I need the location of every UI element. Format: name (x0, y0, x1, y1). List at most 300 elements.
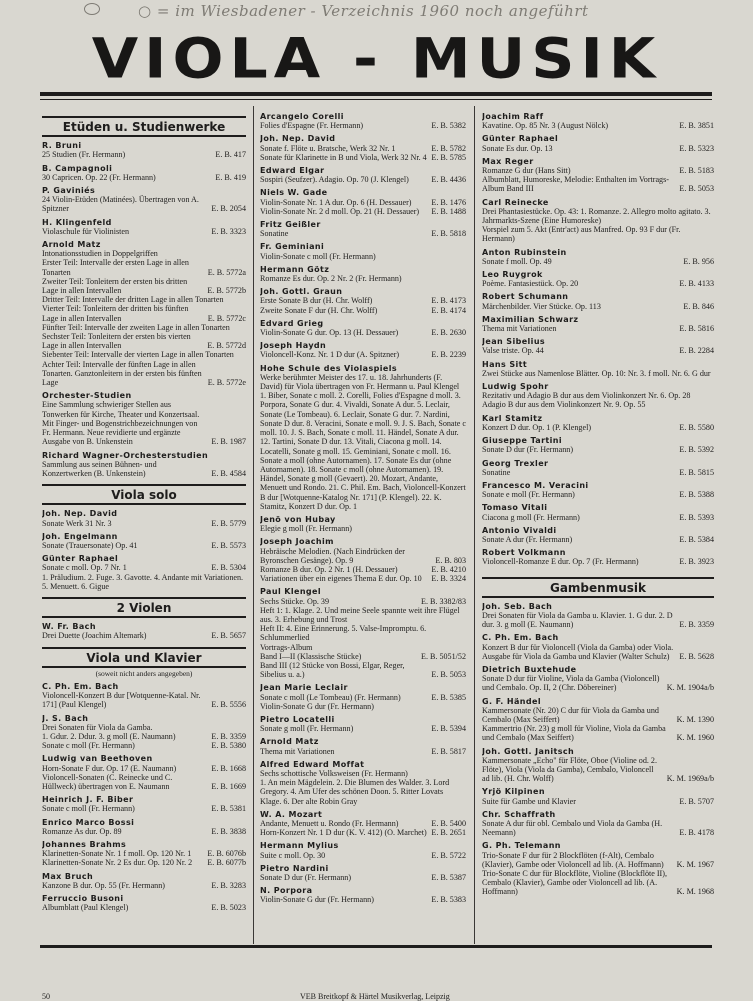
catalog-number: E. B. 5816 (679, 324, 714, 334)
composer-name: Ludwig Spohr (482, 382, 549, 392)
composer-name: Edward Elgar (260, 166, 325, 176)
catalog-number: E. B. 803 (435, 555, 466, 565)
work-title: Andante, Menuett u. Rondo (Fr. Hermann) (260, 819, 399, 829)
catalog-entry (42, 903, 246, 912)
work-title: Romanze B dur. Op. 2 Nr. 1 (H. Dessauer) (260, 564, 398, 574)
catalog-entry (42, 332, 246, 350)
work-title: Sonatine (482, 467, 511, 477)
catalog-number: E. B. 956 (683, 256, 714, 266)
catalog-entry (260, 391, 466, 511)
catalog-entry (482, 400, 714, 409)
work-title: Poème. Fantasiestück. Op. 20 (482, 279, 579, 289)
page-number: 50 (42, 992, 50, 1001)
work-title: Kammersonate (Nr. 20) C dur für Viola da Gamba und Cembalo (Max Seiffert) (482, 705, 659, 724)
catalog-entry (260, 198, 466, 207)
work-title: Sonate c moll (Fr. Hermann) (42, 804, 135, 814)
catalog-number: E. B. 4178 (679, 828, 714, 838)
catalog-number: E. B. 846 (683, 301, 714, 311)
catalog-entry (482, 121, 714, 130)
composer-name: B. Campagnoli (42, 163, 113, 173)
catalog-entry (42, 249, 246, 258)
catalog-number: E. B. 5772a (207, 267, 246, 277)
title-rule-thick (40, 92, 712, 96)
catalog-entry (42, 804, 246, 813)
catalog-number: E. B. 5817 (431, 746, 466, 756)
work-title: Elegie g moll (Fr. Hermann) (260, 524, 352, 534)
handwritten-note: ○ = im Wiesbadener - Verzeichnis 1960 noch angeführt (138, 2, 589, 20)
catalog-number: E. B. 3923 (679, 557, 714, 567)
work-title: Violin-Sonate Nr. 1 A dur. Op. 6 (H. Dessauer) (260, 197, 412, 207)
composer-name: Joh. Nep. David (42, 509, 118, 519)
composer-name: Maximilian Schwarz (482, 314, 579, 324)
catalog-entry (260, 252, 466, 261)
catalog-entry (260, 851, 466, 860)
composer-name: Fritz Geißler (260, 220, 321, 230)
catalog-entry (482, 346, 714, 355)
work-title: Drei Sonaten für Viola da Gamba. (42, 722, 153, 732)
catalog-entry (260, 153, 466, 162)
catalog-entry (482, 490, 714, 499)
composer-name: Joseph Haydn (260, 341, 327, 351)
catalog-number: E. B. 4173 (431, 296, 466, 306)
composer-name: Paul Klengel (260, 587, 322, 597)
composer-name: Alfred Edward Moffat (260, 759, 365, 769)
work-title: Sechs schottische Volksweisen (Fr. Hermann) (260, 769, 408, 778)
catalog-entry (260, 624, 466, 642)
composer-name: Giuseppe Tartini (482, 436, 563, 446)
composer-name: Joh. Seb. Bach (482, 601, 553, 611)
work-title: Violoncell-Konz. Nr. 1 D dur (A. Spitzner) (260, 350, 400, 360)
work-title: Adagio B dur aus dem Violinkonzert Nr. 9. Op. 55 (482, 400, 646, 410)
composer-name: Chr. Schaffrath (482, 809, 556, 819)
work-title: Romanze G dur (Hans Sitt) (482, 166, 571, 176)
work-title: Werke berühmter Meister des 17. u. 18. Jahrhunderts (F. David) für Viola übertragen von Fr. Hermann u. Paul Klengel (260, 372, 460, 392)
composer-name: Jean Sibelius (482, 337, 546, 347)
composer-name: C. Ph. Em. Bach (482, 633, 559, 643)
catalog-entry (42, 360, 246, 388)
composer-name: Arcangelo Corelli (260, 112, 344, 121)
work-title: Suite für Gambe und Klavier (482, 796, 576, 806)
work-title: Vierter Teil: Tonleitern der dritten bis fünften Lage in allen Intervallen (42, 304, 189, 323)
catalog-entry (42, 573, 246, 591)
catalog-entry (482, 369, 714, 378)
catalog-entry (42, 460, 246, 478)
work-title: Drei Duette (Joachim Altemark) (42, 631, 147, 641)
composer-name: Pietro Nardini (260, 863, 329, 873)
work-title: Hebräische Melodien. (Nach Eindrücken der Byronschen Gesänge). Op. 9 (260, 546, 405, 565)
catalog-number: E. B. 2630 (431, 328, 466, 338)
composer-name: W. Fr. Bach (42, 622, 96, 632)
catalog-number: E. B. 5392 (679, 445, 714, 455)
catalog-number: E. B. 1488 (431, 206, 466, 216)
composer-name: P. Gaviniés (42, 186, 96, 196)
work-title: Band III (12 Stücke von Bossi, Elgar, Reger, Sibelius u. a.) (260, 660, 405, 680)
catalog-entry (42, 277, 246, 295)
work-title: Violin-Sonate G dur. Op. 13 (H. Dessauer) (260, 328, 399, 338)
work-title: Zweite Sonate F dur (H. Chr. Wolff) (260, 305, 378, 315)
catalog-entry (260, 547, 466, 565)
catalog-entry (42, 858, 246, 867)
work-title: Dritter Teil: Intervalle der dritten Lage in allen Tonarten (42, 295, 224, 305)
catalog-number: E. B. 5772c (207, 313, 246, 323)
catalog-number: E. B. 4210 (431, 564, 466, 574)
section-heading: Etüden u. Studienwerke (42, 116, 246, 137)
work-title: Sonate f. Flöte u. Bratsche, Werk 32 Nr. 1 (260, 143, 396, 153)
catalog-entry (260, 373, 466, 391)
work-title: Fünfter Teil: Intervalle der zweiten Lage in allen Tonarten (42, 322, 230, 332)
catalog-entry (42, 631, 246, 640)
handwritten-circle-mark (84, 3, 100, 15)
composer-name: Hermann Mylius (260, 841, 339, 851)
catalog-entry (42, 195, 246, 213)
catalog-number: E. B. 5722 (431, 850, 466, 860)
catalog-entry (482, 324, 714, 333)
catalog-entry (482, 445, 714, 454)
composer-name: Tomaso Vitali (482, 503, 548, 513)
catalog-number: E. B. 3359 (679, 620, 714, 630)
composer-name: Hans Sitt (482, 359, 528, 369)
work-title: Violoncell-Romanze E dur. Op. 7 (Fr. Hermann) (482, 557, 639, 567)
work-title: Sammlung aus seinen Bühnen- und Konzertwerken (B. Unkenstein) (42, 459, 157, 478)
composer-name: Günter Raphael (42, 554, 119, 564)
composer-name: C. Ph. Em. Bach (42, 681, 119, 691)
work-title: Vortrags-Album (260, 642, 313, 652)
catalog-number: K. M. 1969a/b (666, 774, 714, 784)
work-title: Intonationsstudien in Doppelgriffen (42, 249, 158, 259)
publisher-line: VEB Breitkopf & Härtel Musikverlag, Leipzig (300, 992, 450, 1001)
composer-name: Robert Schumann (482, 292, 569, 302)
catalog-entry (482, 756, 714, 784)
catalog-entry (260, 175, 466, 184)
work-title: Sonate A dur (Fr. Hermann) (482, 534, 573, 544)
work-title: Sechster Teil: Tonleitern der ersten bis vierten Lage in allen Intervallen (42, 332, 191, 351)
catalog-entry (260, 597, 466, 606)
composer-name: H. Klingenfeld (42, 217, 112, 227)
catalog-number: E. B. 5818 (431, 229, 466, 239)
work-title: Sonatine (260, 229, 289, 239)
work-title: Sonate f moll. Op. 49 (482, 256, 552, 266)
work-title: Trio-Sonate F dur für 2 Blockflöten (f-Alt), Cembalo (Klavier), Gambe oder Violoncell ad lib. (A. Hoffmann) (482, 850, 664, 869)
composer-name: W. A. Mozart (260, 809, 323, 819)
composer-name: Arnold Matz (260, 737, 319, 747)
catalog-number: E. B. 3324 (431, 574, 466, 584)
catalog-entry (260, 769, 466, 778)
work-title: 1. Biber, Sonate c moll. 2. Corelli, Folies d'Espagne d moll. 3. Porpora, Sonate G dur. 4. Vivaldi, Sonate A dur. 5. Leclair, Sonate (Le Tombeau). 6. Leclair, Sonate G dur. 7. Nardini, Sonate D dur. 8. Veracini, Sonate e moll. 9. J. S. Bach, Sonate c moll. 10. J. S. Bach, Sonate c moll. 11. Händel, Sonate A dur. 12. Tartini, Sonate D dur. 13. Vitali, Ciacona g moll. 14. Locatelli, Sonate g moll. 15. Geminiani, Sonate c moll. 16. Sonate a moll (ohne Autornamen). 17. Sonate Es dur (ohne Autornamen). 18. Sonate c moll (ohne Autornamen). 19. Händel, Sonate g moll (Gevaert). 20. Mozart, Andante, Menuett und Rondo. 21. C. Phil. Em. Bach, Violoncell-Konzert B dur [Wotquenne-Katalog Nr. 171] (P. Klengel). 22. K. Stamitz, Konzert D dur. Op. 1 (260, 391, 466, 511)
work-title: Thema mit Variationen (482, 324, 557, 334)
work-title: Zwei Stücke aus Namenlose Blätter. Op. 10: Nr. 3. f moll. Nr. 6. G dur (482, 368, 711, 378)
catalog-entry (260, 328, 466, 337)
catalog-entry (260, 207, 466, 216)
catalog-number: E. B. 3382/83 (421, 596, 466, 606)
work-title: Kammersonate „Echo" für Flöte, Oboe (Violine od. 2. Flöte), Viola (Viola da Gamba), Cembalo, Violoncell ad lib. (H. Chr. Wolff) (482, 755, 657, 784)
work-title: Kanzone B dur. Op. 55 (Fr. Hermann) (42, 880, 165, 890)
composer-name: Joh. Gottl. Janitsch (482, 746, 575, 756)
composer-name: Hohe Schule des Violaspiels (260, 363, 398, 373)
catalog-number: E. B. 1476 (431, 197, 466, 207)
catalog-number: E. B. 6076b (207, 849, 246, 859)
catalog-number: K. M. 1904a/b (666, 683, 714, 693)
work-title: Sonate D dur für Violine, Viola da Gamba (Violoncell) und Cembalo. Op. II, 2 (Chr. Döbereiner) (482, 674, 660, 693)
catalog-entry (42, 350, 246, 359)
work-title: Valse triste. Op. 44 (482, 346, 544, 356)
catalog-number: E. B. 5387 (431, 873, 466, 883)
work-title: Sonate c moll (Le Tombeau) (Fr. Hermann) (260, 692, 401, 702)
catalog-entry (42, 258, 246, 276)
catalog-number: E. B. 5053 (679, 184, 714, 194)
catalog-number: E. B. 5381 (211, 804, 246, 814)
catalog-entry (482, 207, 714, 225)
work-title: Variationen über ein eigenes Thema E dur. Op. 10 (260, 574, 422, 584)
catalog-entry (482, 513, 714, 522)
composer-name: Johannes Brahms (42, 840, 127, 849)
catalog-entry (42, 691, 246, 709)
column-divider-2 (474, 106, 475, 944)
work-title: Horn-Sonate F dur. Op. 17 (E. Naumann) (42, 763, 177, 773)
work-title: 24 Violin-Etüden (Matinées). Übertragen von A. Spitzner (42, 195, 199, 214)
composer-name: Karl Stamitz (482, 413, 543, 423)
catalog-entry (42, 400, 246, 446)
work-title: Märchenbilder. Vier Stücke. Op. 113 (482, 301, 601, 311)
catalog-entry (482, 423, 714, 432)
work-title: Violin-Sonate G dur (Fr. Hermann) (260, 701, 374, 711)
catalog-entry (482, 557, 714, 566)
catalog-entry (260, 873, 466, 882)
catalog-entry (42, 563, 246, 572)
work-title: Erster Teil: Intervalle der ersten Lage in allen Tonarten (42, 258, 189, 277)
catalog-number: E. B. 2239 (431, 350, 466, 360)
composer-name: Richard Wagner-Orchesterstudien (42, 450, 209, 460)
page-title: VIOLA - MUSIK (91, 26, 662, 92)
composer-name: Edvard Grieg (260, 318, 324, 328)
catalog-entry (260, 778, 466, 806)
catalog-number: E. B. 417 (215, 150, 246, 160)
catalog-number: K. M. 1960 (676, 733, 714, 743)
work-title: Konzert B dur für Violoncell (Viola da Gamba) oder Viola. Ausgabe für Viola da Gamba und Klavier (Walter Schulz) (482, 642, 674, 661)
work-title: Violoncell-Konzert B dur [Wotquenne-Katal. Nr. 171] (Paul Klengel) (42, 691, 201, 710)
work-title: Sospiri (Seufzer). Adagio. Op. 70 (J. Klengel) (260, 175, 409, 185)
catalog-entry (42, 827, 246, 836)
work-title: Horn-Konzert Nr. 1 D dur (K. V. 412) (O. Marchet) (260, 828, 427, 838)
catalog-entry (260, 652, 466, 661)
composer-name: Joh. Gottl. Graun (260, 287, 343, 297)
work-title: Sonate e moll (Fr. Hermann) (482, 490, 575, 500)
composer-name: Joachim Raff (482, 112, 544, 121)
catalog-number: E. B. 419 (215, 172, 246, 182)
catalog-number: E. B. 4133 (679, 279, 714, 289)
composer-name: Niels W. Gade (260, 188, 328, 198)
work-title: Thema mit Variationen (260, 746, 335, 756)
work-title: Folies d'Espagne (Fr. Hermann) (260, 121, 364, 131)
work-title: Sonate für Klarinette in B und Viola, Werk 32 Nr. 4 (260, 152, 427, 162)
composer-name: Dietrich Buxtehude (482, 664, 577, 674)
catalog-entry (42, 295, 246, 304)
catalog-entry (260, 606, 466, 624)
work-title: Violin-Sonate c moll (Fr. Hermann) (260, 251, 376, 261)
work-title: Konzert D dur. Op. 1 (P. Klengel) (482, 422, 592, 432)
catalog-number: E. B. 5393 (679, 512, 714, 522)
work-title: Albumblatt, Humoreske, Melodie: Enthalten im Vortrags-Album Band III (482, 175, 669, 194)
title-rule-thin (40, 99, 712, 100)
catalog-entry (482, 797, 714, 806)
work-title: Kavatine. Op. 85 Nr. 3 (August Nölck) (482, 121, 609, 131)
work-title: Sonate D dur (Fr. Hermann) (260, 873, 352, 883)
catalog-number: E. B. 5815 (679, 467, 714, 477)
catalog-number: E. B. 4174 (431, 305, 466, 315)
catalog-entry (260, 747, 466, 756)
catalog-entry (260, 144, 466, 153)
catalog-entry (260, 661, 466, 679)
catalog-entry (482, 869, 714, 897)
catalog-number: E. B. 4436 (431, 175, 466, 185)
work-title: Vorspiel zum 5. Akt (Entr'act) aus Manfred. Op. 93 F dur (Fr. Hermann) (482, 225, 681, 244)
catalog-number: E. B. 5394 (431, 724, 466, 734)
catalog-number: K. M. 1967 (676, 859, 714, 869)
composer-name: Max Bruch (42, 871, 94, 881)
composer-name: Yrjö Kilpinen (482, 787, 545, 797)
catalog-number: E. B. 2651 (431, 828, 466, 838)
catalog-number: E. B. 5304 (211, 563, 246, 573)
composer-name: R. Bruni (42, 141, 82, 151)
work-title: Sonate D dur (Fr. Hermann) (482, 445, 574, 455)
catalog-number: E. B. 5051/52 (421, 651, 466, 661)
work-title: Sonate Es dur. Op. 13 (482, 143, 553, 153)
work-title: Romanze Es dur. Op. 2 Nr. 2 (Fr. Hermann) (260, 274, 402, 284)
catalog-entry (482, 175, 714, 193)
work-title: Klarinetten-Sonate Nr. 2 Es dur. Op. 120 Nr. 2 (42, 858, 193, 868)
catalog-entry (260, 524, 466, 533)
column-right (482, 108, 714, 943)
composer-name: Jenö von Hubay (260, 514, 336, 524)
catalog-number: E. B. 5782 (431, 143, 466, 153)
catalog-number: E. B. 5183 (679, 166, 714, 176)
catalog-number: E. B. 2284 (679, 346, 714, 356)
catalog-number: E. B. 5382 (431, 121, 466, 131)
catalog-entry (260, 274, 466, 283)
work-title: Eine Sammlung schwieriger Stellen aus Tonwerken für Kirche, Theater und Konzertsaal. Mit Finger- und Bogenstrichbezeichnungen von Fr. Hermann. Neue revidierte und ergänzte Ausgabe von B. Unkenstein (42, 400, 200, 447)
composer-name: Leo Ruygrok (482, 270, 543, 280)
catalog-entry (42, 764, 246, 773)
composer-name: N. Porpora (260, 886, 313, 896)
catalog-entry (42, 173, 246, 182)
section-subtitle: (soweit nicht anders angegeben) (95, 668, 193, 678)
work-title: Kammertrio (Nr. 23) g moll für Violine, Viola da Gamba und Cembalo (Max Seiffert) (482, 724, 666, 743)
composer-name: Pietro Locatelli (260, 714, 335, 724)
catalog-entry (42, 723, 246, 732)
catalog-entry (482, 819, 714, 837)
catalog-number: E. B. 5385 (431, 692, 466, 702)
composer-name: Hermann Götz (260, 264, 330, 274)
catalog-number: E. B. 5772d (207, 341, 246, 351)
column-left (42, 108, 246, 943)
work-title: Sechs Stücke. Op. 39 (260, 596, 330, 606)
catalog-number: E. B. 5628 (679, 651, 714, 661)
footer-rule (40, 945, 712, 948)
catalog-number: E. B. 5785 (431, 152, 466, 162)
catalog-number: E. B. 3851 (679, 121, 714, 131)
catalog-number: E. B. 5023 (211, 903, 246, 913)
composer-name: Orchester-Studien (42, 391, 132, 401)
catalog-number: E. B. 5707 (679, 796, 714, 806)
catalog-entry (42, 304, 246, 322)
catalog-number: E. B. 5388 (679, 490, 714, 500)
catalog-number: E. B. 5772e (207, 378, 246, 388)
catalog-number: E. B. 5383 (431, 895, 466, 905)
catalog-entry (42, 849, 246, 858)
catalog-number: E. B. 5384 (679, 534, 714, 544)
work-title: Sonate Werk 31 Nr. 3 (42, 518, 112, 528)
work-title: 30 Capricen. Op. 22 (Fr. Hermann) (42, 172, 156, 182)
composer-name: Max Reger (482, 156, 534, 166)
catalog-number: E. B. 1669 (211, 781, 246, 791)
work-title: 1. An mein Mägdelein. 2. Die Blumen des Walder. 3. Lord Gregory. 4. Am Ufer des schönen Doon. 5. Ritter Lovats Klage. 6. Der alte Robin Gray (260, 778, 450, 806)
catalog-entry (482, 724, 714, 742)
composer-name: Joh. Nep. David (260, 134, 336, 144)
catalog-number: E. B. 5580 (679, 422, 714, 432)
work-title: Drei Sonaten für Viola da Gamba u. Klavier. 1. G dur. 2. D dur. 3. g moll (E. Naumann) (482, 610, 673, 630)
catalog-entry (260, 643, 466, 652)
composer-name: G. Ph. Telemann (482, 841, 561, 851)
catalog-number: E. B. 5779 (211, 518, 246, 528)
catalog-number: E. B. 5657 (211, 631, 246, 641)
composer-name: Günter Raphael (482, 134, 559, 144)
catalog-entry (42, 881, 246, 890)
catalog-entry (42, 541, 246, 550)
work-title: Siebenter Teil: Intervalle der vierten Lage in allen Tonarten (42, 350, 234, 360)
work-title: Violoncell-Sonaten (C. Reinecke und C. Hüllweck) übertragen von E. Naumann (42, 772, 173, 791)
composer-name: Anton Rubinstein (482, 247, 567, 257)
work-title: Sonate g moll (Fr. Hermann) (260, 724, 354, 734)
work-title: Heft II: 4. Eine Erinnerung. 5. Valse-Impromptu. 6. Schlummerlied (260, 624, 427, 643)
catalog-number: E. B. 1987 (211, 437, 246, 447)
catalog-entry (482, 302, 714, 311)
catalog-entry (482, 674, 714, 692)
work-title: 25 Studien (Fr. Hermann) (42, 150, 126, 160)
catalog-number: K. M. 1390 (676, 714, 714, 724)
composer-name: Joh. Engelmann (42, 531, 118, 541)
catalog-entry (260, 229, 466, 238)
composer-name: Carl Reinecke (482, 197, 549, 207)
column-middle (260, 108, 466, 943)
catalog-entry (260, 895, 466, 904)
catalog-entry (260, 565, 466, 574)
work-title: 1. Präludium. 2. Fuge. 3. Gavotte. 4. Andante mit Variationen. 5. Menuett. 6. Gigue (42, 572, 244, 591)
catalog-entry (42, 732, 246, 741)
catalog-number: E. B. 1668 (211, 763, 246, 773)
section-heading: Viola und Klavier (42, 647, 246, 668)
catalog-entry (260, 121, 466, 130)
catalog-number: E. B. 5053 (431, 670, 466, 680)
catalog-entry (42, 150, 246, 159)
work-title: Drei Phantasiestücke. Op. 43: 1. Romanze. 2. Allegro molto agitato. 3. Jahrmarkts-Szene (Eine Humoreske) (482, 206, 711, 226)
work-title: Romanze As dur. Op. 89 (42, 826, 122, 836)
work-title: Klarinetten-Sonate Nr. 1 f moll. Op. 120 Nr. 1 (42, 849, 192, 859)
catalog-number: E. B. 3283 (211, 880, 246, 890)
column-divider-1 (253, 106, 254, 944)
work-title: Ciacona g moll (Fr. Hermann) (482, 512, 580, 522)
catalog-number: E. B. 5573 (211, 540, 246, 550)
catalog-entry (260, 828, 466, 837)
composer-name: G. F. Händel (482, 696, 541, 706)
catalog-entry (482, 166, 714, 175)
catalog-entry (482, 851, 714, 869)
work-title: Violaschule für Violinisten (42, 226, 129, 236)
catalog-number: E. B. 6077b (207, 858, 246, 868)
composer-name: Jean Marie Leclair (260, 683, 348, 693)
catalog-entry (482, 144, 714, 153)
catalog-entry (482, 279, 714, 288)
catalog-number: E. B. 5556 (211, 700, 246, 710)
catalog-entry (260, 296, 466, 305)
